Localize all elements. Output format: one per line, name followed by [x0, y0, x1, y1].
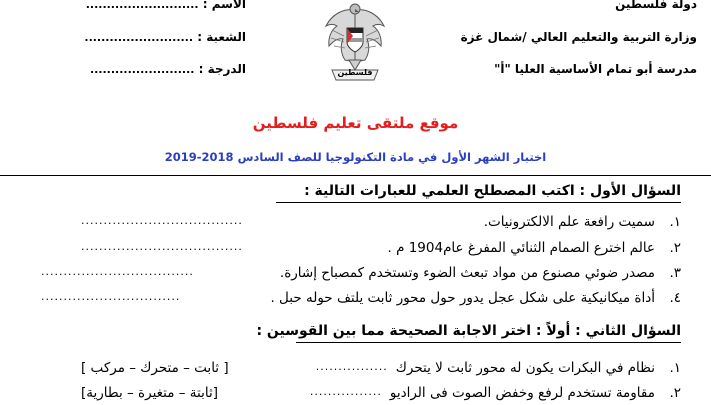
item-options: [ثابتة – متغيرة – بطارية] — [81, 385, 219, 401]
item-number: ٤. — [669, 290, 681, 306]
grade-field — [86, 62, 246, 76]
section-label: الشعبة : — [197, 30, 246, 44]
item-text: عالم اخترع الصمام الثنائي المفرغ عام1904 م . — [387, 240, 655, 256]
header-divider — [0, 175, 711, 176]
item-number: ٣. — [669, 265, 681, 281]
name-label: الاسم : — [202, 0, 246, 11]
question1-item-1 — [81, 214, 681, 230]
question1-underline — [276, 202, 681, 203]
school-label: مدرسة أبو تمام الأساسية العليا "أ" — [494, 62, 697, 76]
emblem-caption: فلسطين — [337, 68, 373, 77]
country-label: دولة فلسطين — [615, 0, 697, 11]
item-text: مقاومة تستخدم لرفع وخفض الصوت فى الراديو — [389, 385, 655, 401]
site-title: موقع ملتقى تعليم فلسطين — [252, 114, 459, 132]
question2-underline — [296, 342, 681, 343]
item-blank: ................ — [309, 385, 382, 398]
question2-item-2 — [81, 385, 681, 401]
item-number: ٢. — [669, 385, 681, 401]
section-blank: .......................... — [84, 31, 194, 44]
section-field — [86, 30, 246, 44]
item-text: سميت رافعة علم الالكترونيات. — [483, 214, 655, 230]
name-field — [86, 0, 246, 11]
palestine-emblem — [322, 0, 388, 84]
item-options: [ ثابت – متحرك – مركب ] — [81, 360, 229, 376]
item-text: نظام في البكرات يكون له محور ثابت لا يتحرك — [395, 360, 655, 376]
item-number: ١. — [669, 360, 681, 376]
item-number: ٢. — [669, 240, 681, 256]
question2-title: السؤال الثاني : أولاً : اختر الاجابة الصحيحة مما بين القوسين : — [256, 323, 681, 339]
item-blank: .................................... — [81, 214, 243, 227]
item-blank: ................ — [315, 360, 388, 373]
name-blank: ........................... — [85, 0, 199, 11]
question1-item-4 — [41, 290, 681, 306]
item-text: أداة ميكانيكية على شكل عجل يدور حول محور ثابت يلتف حوله حبل . — [270, 290, 655, 306]
item-blank: .................................... — [81, 240, 243, 253]
item-text: مصدر ضوئي مصنوع من مواد تبعث الضوء وتستخدم كمصباح إشارة. — [279, 265, 655, 281]
question1-title: السؤال الأول : اكتب المصطلح العلمي للعبارات التالية : — [304, 183, 681, 199]
question1-item-3 — [41, 265, 681, 281]
item-blank: ............................... — [41, 290, 181, 303]
grade-label: الدرجة : — [198, 62, 246, 76]
question2-item-1 — [81, 360, 681, 376]
exam-title: اختبار الشهر الأول في مادة التكنولوجيا للصف السادس 2018-2019 — [164, 150, 547, 164]
question1-item-2 — [81, 240, 681, 256]
item-blank: .................................. — [41, 265, 194, 278]
item-number: ١. — [669, 214, 681, 230]
ministry-label: وزارة التربية والتعليم العالي /شمال غزة — [460, 30, 697, 44]
grade-blank: ......................... — [89, 63, 195, 76]
